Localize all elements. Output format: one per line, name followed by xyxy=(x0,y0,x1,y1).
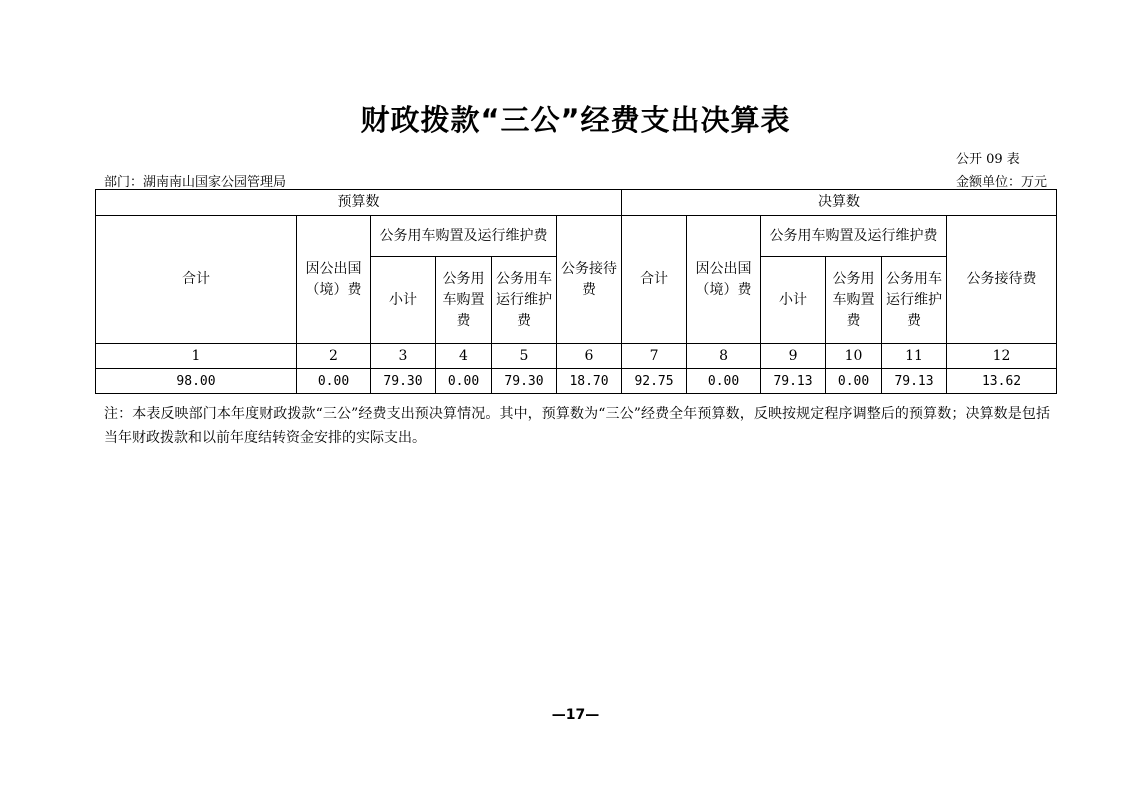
budget-vehicle-group-header: 公务用车购置及运行维护费 xyxy=(371,216,557,257)
final-vehicle-purchase-value: 0.00 xyxy=(826,369,882,394)
budget-vehicle-purchase-header: 公务用车购置费 xyxy=(436,257,492,344)
column-number: 11 xyxy=(882,344,947,369)
department-label: 部门：湖南南山国家公园管理局 xyxy=(104,175,287,190)
budget-total-value: 98.00 xyxy=(96,369,297,394)
unit-label: 金额单位：万元 xyxy=(956,175,1048,190)
page-number: —17— xyxy=(551,707,600,723)
value-row xyxy=(96,369,1057,394)
budget-vehicle-subtotal-value: 79.30 xyxy=(371,369,436,394)
budget-header: 预算数 xyxy=(96,190,622,216)
budget-total-header: 合计 xyxy=(96,216,297,344)
column-number: 3 xyxy=(371,344,436,369)
final-vehicle-operation-value: 79.13 xyxy=(882,369,947,394)
three-public-expenses-table xyxy=(95,189,1057,394)
final-subtotal-header: 小计 xyxy=(761,257,826,344)
final-reception-value: 13.62 xyxy=(947,369,1057,394)
budget-reception-header: 公务接待费 xyxy=(557,216,622,344)
form-number: 公开 09 表 xyxy=(956,152,1020,167)
final-total-header: 合计 xyxy=(622,216,687,344)
column-number: 5 xyxy=(492,344,557,369)
final-vehicle-purchase-header: 公务用车购置费 xyxy=(826,257,882,344)
final-vehicle-subtotal-value: 79.13 xyxy=(761,369,826,394)
budget-abroad-header: 因公出国（境）费 xyxy=(297,216,371,344)
budget-abroad-value: 0.00 xyxy=(297,369,371,394)
final-abroad-header: 因公出国（境）费 xyxy=(687,216,761,344)
column-number: 4 xyxy=(436,344,492,369)
final-total-value: 92.75 xyxy=(622,369,687,394)
column-number: 12 xyxy=(947,344,1057,369)
column-number: 2 xyxy=(297,344,371,369)
column-number: 7 xyxy=(622,344,687,369)
final-header: 决算数 xyxy=(622,190,1057,216)
column-number-row xyxy=(96,344,1057,369)
final-abroad-value: 0.00 xyxy=(687,369,761,394)
budget-vehicle-operation-value: 79.30 xyxy=(492,369,557,394)
table-note: 注：本表反映部门本年度财政拨款“三公”经费支出预决算情况。其中，预算数为“三公”经费全年预算数，反映按规定程序调整后的预算数；决算数是包括当年财政拨款和以前年度结转资金安排的实际支出。 xyxy=(104,406,1050,446)
column-number: 9 xyxy=(761,344,826,369)
column-number: 1 xyxy=(96,344,297,369)
budget-subtotal-header: 小计 xyxy=(371,257,436,344)
final-vehicle-operation-header: 公务用车运行维护费 xyxy=(882,257,947,344)
budget-reception-value: 18.70 xyxy=(557,369,622,394)
column-number: 6 xyxy=(557,344,622,369)
page-title: 财政拨款“三公”经费支出决算表 xyxy=(360,103,791,137)
final-reception-header: 公务接待费 xyxy=(947,216,1057,344)
column-number: 10 xyxy=(826,344,882,369)
final-vehicle-group-header: 公务用车购置及运行维护费 xyxy=(761,216,947,257)
budget-vehicle-purchase-value: 0.00 xyxy=(436,369,492,394)
column-number: 8 xyxy=(687,344,761,369)
budget-vehicle-operation-header: 公务用车运行维护费 xyxy=(492,257,557,344)
